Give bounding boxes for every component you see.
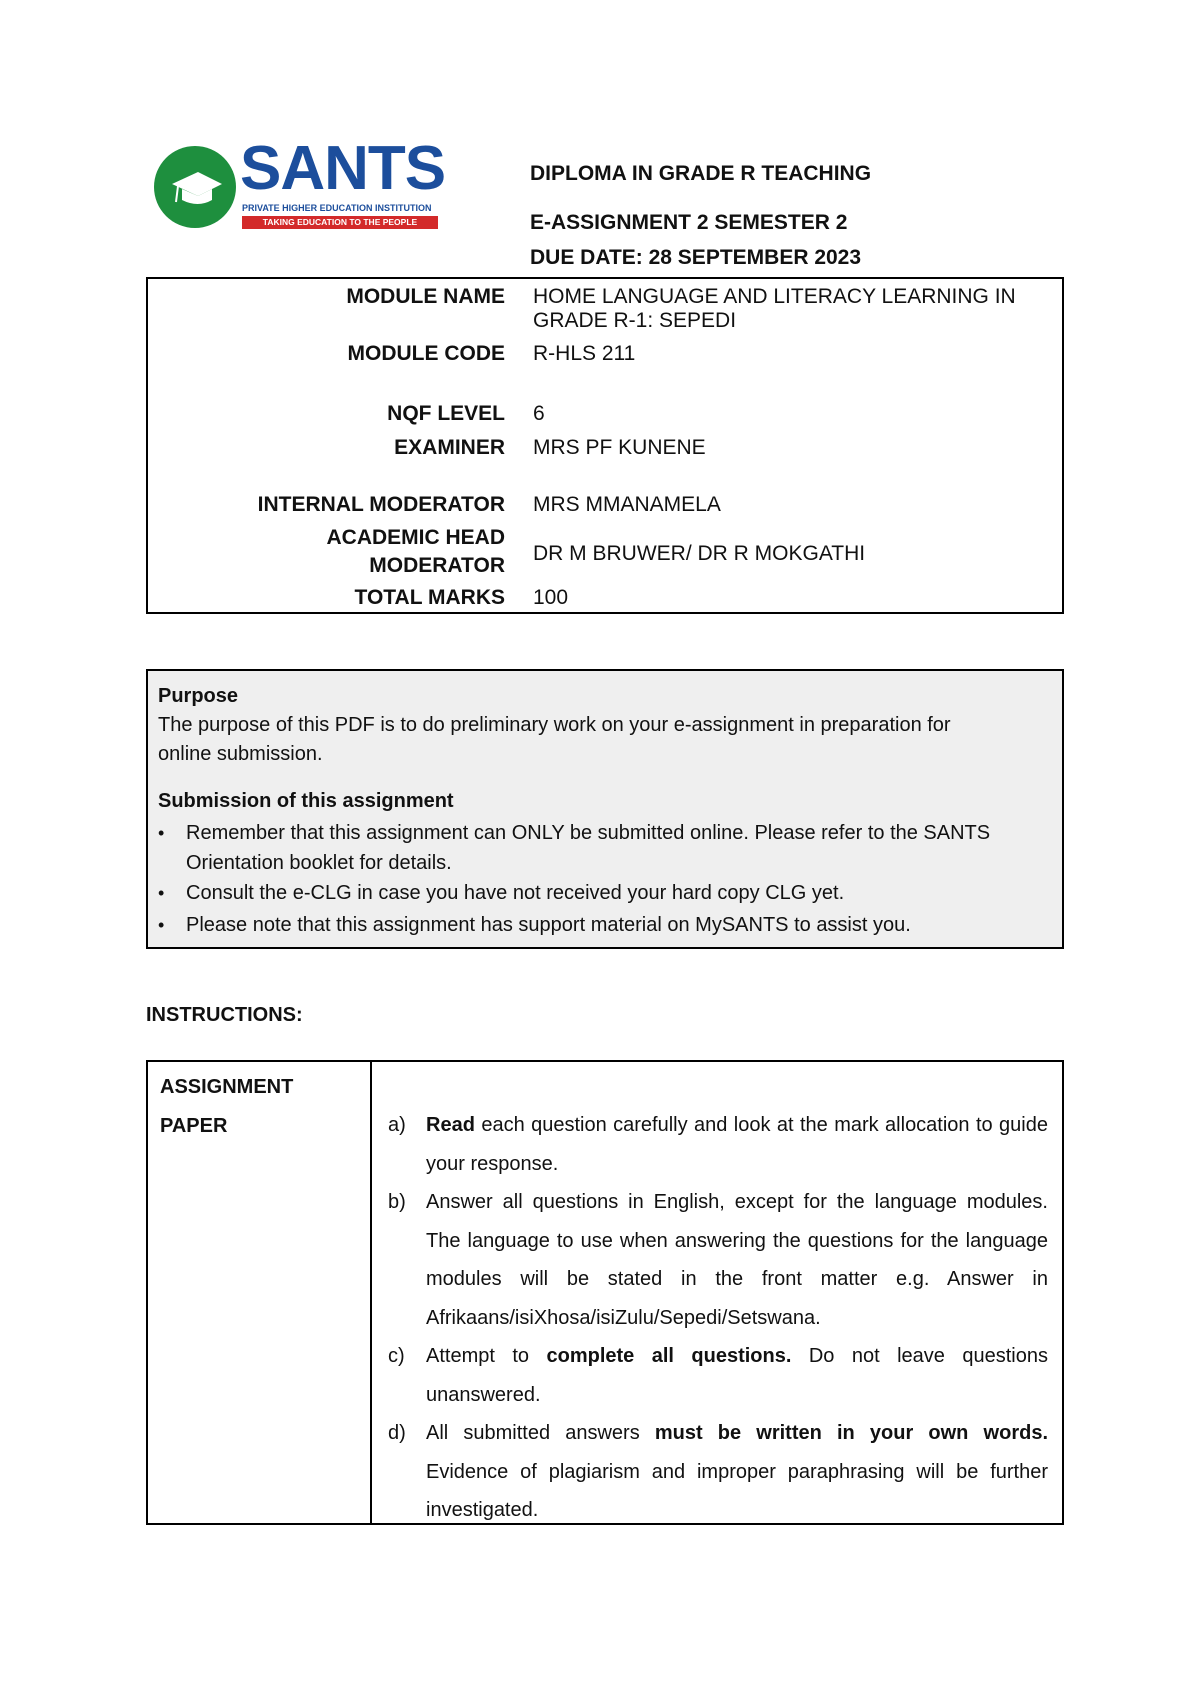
logo-tagline: TAKING EDUCATION TO THE PEOPLE — [242, 216, 438, 229]
module-name-label: MODULE NAME — [346, 285, 505, 308]
bullet-icon: • — [158, 823, 165, 843]
internal-moderator-label: INTERNAL MODERATOR — [257, 493, 505, 516]
item-d-pre: All submitted answers — [426, 1422, 655, 1444]
graduation-cap-icon — [168, 164, 224, 210]
nqf-level-value: 6 — [533, 402, 545, 425]
item-a-letter: a) — [388, 1114, 406, 1136]
item-c-text — [426, 1337, 1048, 1414]
academic-head-value: DR M BRUWER/ DR R MOKGATHI — [533, 542, 866, 565]
module-code-value: R-HLS 211 — [533, 342, 636, 365]
item-b-letter: b) — [388, 1191, 406, 1213]
academic-head-label-line2: MODERATOR — [369, 554, 505, 577]
total-marks-value: 100 — [533, 586, 569, 609]
item-b-text: Answer all questions in English, except for the language modules. The language to use when answering the questions for the language modules will be stated in the front matter e.g. Answer in Afrikaans/isiXhosa/isiZulu/Sepedi/Setswana. — [426, 1191, 1048, 1329]
examiner-label: EXAMINER — [394, 436, 505, 459]
column-divider — [370, 1062, 372, 1523]
item-a-text — [426, 1106, 1048, 1183]
assignment-label: ASSIGNMENT — [160, 1076, 294, 1098]
purpose-text-line2: online submission. — [158, 743, 323, 765]
paper-label: PAPER — [160, 1115, 228, 1137]
item-d-bold: must be written in your own words. — [654, 1422, 1048, 1444]
item-a-bold: Read — [426, 1114, 475, 1136]
item-c-pre: Attempt to — [426, 1345, 547, 1367]
bullet-icon: • — [158, 883, 165, 903]
item-d-rest: Evidence of plagiarism and improper paraphrasing will be further investigated. — [426, 1460, 1048, 1521]
instructions-table — [146, 1060, 1064, 1525]
academic-head-label-line1: ACADEMIC HEAD — [326, 526, 505, 549]
purpose-text-line1: The purpose of this PDF is to do preliminary work on your e-assignment in preparation for — [158, 714, 951, 736]
diploma-title: DIPLOMA IN GRADE R TEACHING — [530, 162, 872, 185]
logo-wordmark: SANTS — [240, 134, 446, 203]
module-name-value-line1: HOME LANGUAGE AND LITERACY LEARNING IN — [533, 285, 1016, 308]
internal-moderator-value: MRS MMANAMELA — [533, 493, 721, 516]
logo-subtitle: PRIVATE HIGHER EDUCATION INSTITUTION — [242, 203, 432, 213]
item-c-rest: Do not leave questions unanswered. — [426, 1345, 1048, 1406]
logo-emblem — [154, 146, 236, 228]
instructions-title: INSTRUCTIONS: — [146, 1004, 303, 1026]
submission-bullet-2: Consult the e-CLG in case you have not received your hard copy CLG yet. — [186, 882, 845, 904]
nqf-level-label: NQF LEVEL — [387, 402, 505, 425]
assignment-title: E-ASSIGNMENT 2 SEMESTER 2 — [530, 211, 848, 234]
sants-logo — [154, 134, 446, 236]
item-c-bold: complete all questions. — [546, 1345, 792, 1367]
item-c-letter: c) — [388, 1345, 405, 1367]
submission-title: Submission of this assignment — [158, 790, 454, 812]
submission-bullet-1: Remember that this assignment can ONLY be submitted online. Please refer to the SANTS Orientation booklet for details. — [186, 822, 991, 874]
item-d-letter: d) — [388, 1422, 406, 1444]
purpose-box — [146, 669, 1064, 949]
examiner-value: MRS PF KUNENE — [533, 436, 706, 459]
module-name-value-line2: GRADE R-1: SEPEDI — [533, 309, 737, 332]
module-info-table — [146, 277, 1064, 614]
bullet-icon: • — [158, 915, 165, 935]
total-marks-label: TOTAL MARKS — [354, 586, 505, 609]
module-code-label: MODULE CODE — [347, 342, 505, 365]
item-d-text — [426, 1414, 1048, 1530]
purpose-title: Purpose — [158, 685, 239, 707]
item-a-rest: each question carefully and look at the mark allocation to guide your response. — [426, 1114, 1048, 1175]
submission-bullet-3: Please note that this assignment has support material on MySANTS to assist you. — [186, 914, 911, 936]
due-date: DUE DATE: 28 SEPTEMBER 2023 — [530, 246, 862, 269]
